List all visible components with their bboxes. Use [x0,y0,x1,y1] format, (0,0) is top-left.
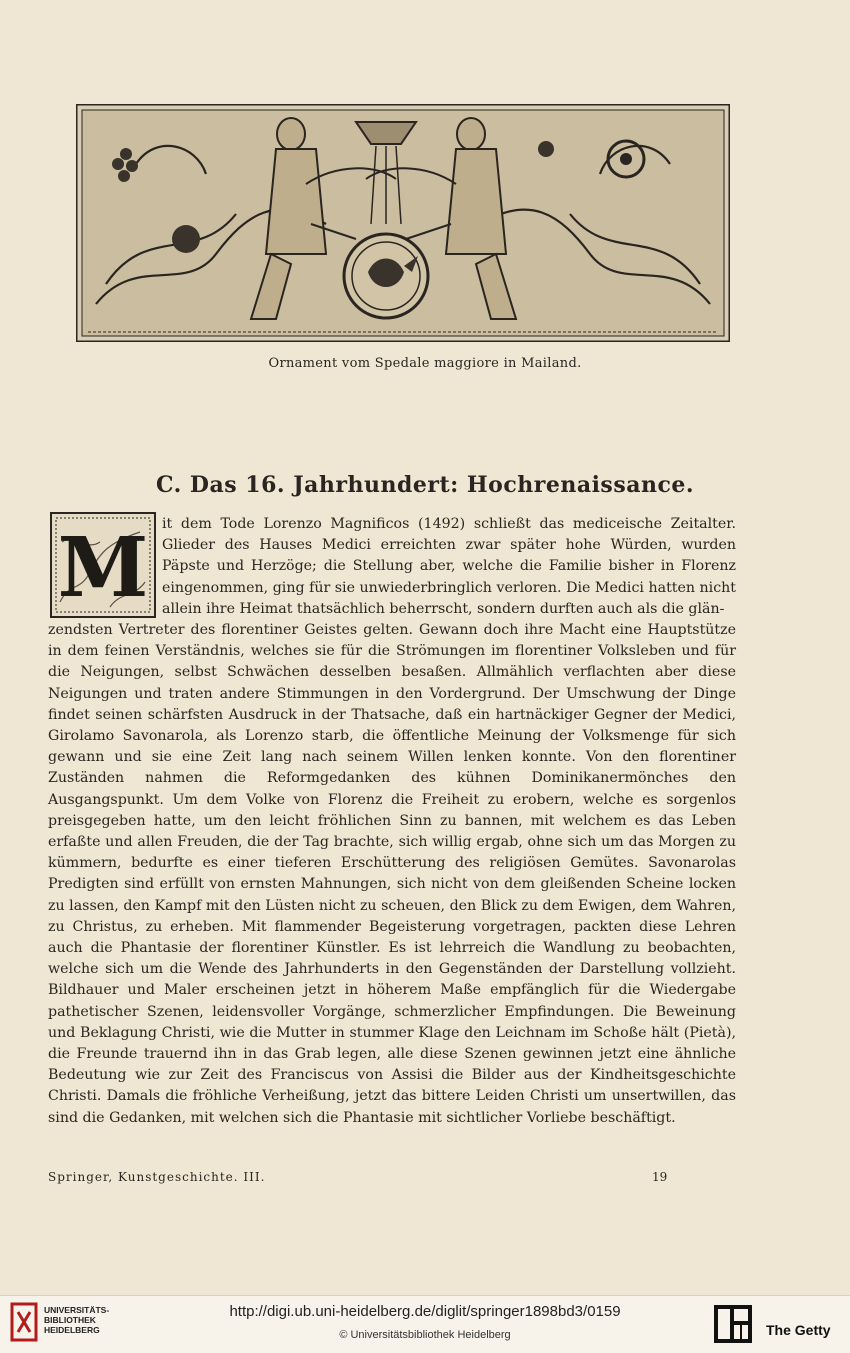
ornament-relief-illustration [76,104,730,342]
uni-line-3: HEIDELBERG [44,1325,100,1335]
body-paragraph-continuation: zendsten Vertreter des florentiner Geistes gelten. Gewann doch ihre Macht eine Hauptstütze in dem feinen Verständnis, welches sie für die Strömungen im florentiner Volksleben und für die Neigungen, selbst Schwächen desselben besaßen. Allmählich verflachten aber diese Neigungen und traten andere Stimmungen in den Vordergrund. Der Umschwung der Dinge findet seinen schärfsten Ausdruck in der Thatsache, daß ein hartnäckiger Gegner der Medici, Girolamo Savonarola, als Lorenzo starb, die öffentliche Meinung der Volksmenge für sich gewann und sie eine Zeit lang nach seinem Willen lenken konnte. Von den florentiner Zuständen nahmen die Reformgedanken des kühnen Dominikanermönches den Ausgangspunkt. Um dem Volke von Florenz die Freiheit zu erobern, welche es sorgenlos preisgegeben hatte, um den leicht fröhlichen Sinn zu bannen, mit welchem es das Leben erfaßte und allen Freuden, die der Tag brachte, sich willig ergab, ohne sich um das Morgen zu kümmern, bedurfte es einer tieferen Erschütterung des religiösen Gemütes. Savonarolas Predigten sind erfüllt von ernsten Mahnungen, sich nicht von dem gleißenden Scheine locken zu lassen, den Kampf mit den Lüsten nicht zu scheuen, den Blick zu dem Ewigen, dem Wahren, zu Christus, zu erheben. Mit flammender Begeisterung vorgetragen, packten diese Lehren auch die Phantasie der florentiner Künstler. Es ist lehrreich die Wandlung zu beobachten, welche sich um die Wende des Jahrhunderts in den Gegenständen der Darstellung vollzieht. Bildhauer und Maler erscheinen jetzt in höherem Maße empfänglich für die Wiedergabe pathetischer Szenen, leidensvoller Vorgänge, schmerzlicher Empfindungen. Die Beweinung und Beklagung Christi, wie die Mutter in stummer Klage den Leichnam im Schoße hält (Pietà), die Freunde trauernd ihn in das Grab legen, alle diese Szenen gewinnen jetzt eine ähnliche Bedeutung wie zur Zeit des Franciscus von Assisi die Bilder aus der Kindheitsgeschichte Christi. Damals die fröhliche Verheißung, jetzt das bittere Leiden Christi um unsertwillen, das sind die Gedanken, mit welchen sich die Phantasie mit sichtlicher Vorliebe beschäftigt. [48,622,736,1126]
body-paragraph-opening: it dem Tode Lorenzo Magnificos (1492) schließt das mediceische Zeitalter. Glieder des Hauses Medici erreichten zwar später hohe Würden, wurden Päpste und Herzöge; die Stellung aber, welche die Familie bisher in Florenz eingenommen, ging für sie unwiederbringlich verloren. Die Medici hatten nicht allein ihre Heimat thatsächlich beherrscht, sondern durften auch als die glän- [162,516,736,617]
drop-cap-letter: M [57,520,149,616]
drop-cap-initial [50,512,156,618]
figure-caption: Ornament vom Spedale maggiore in Mailand. [268,356,582,371]
uni-line-1: UNIVERSITÄTS- [44,1305,110,1315]
uni-line-2: BIBLIOTHEK [44,1315,96,1325]
permalink-url[interactable]: http://digi.ub.uni-heidelberg.de/diglit/springer1898bd3/0159 [229,1303,621,1320]
page-number: 19 [652,1170,668,1184]
running-footer: Springer, Kunstgeschichte. III. [48,1170,266,1184]
getty-name[interactable]: The Getty [766,1322,831,1338]
section-heading: C. Das 16. Jahrhundert: Hochrenaissance. [155,472,695,498]
getty-logo-icon[interactable] [714,1305,752,1343]
copyright-notice: © Universitätsbibliothek Heidelberg [339,1329,511,1341]
